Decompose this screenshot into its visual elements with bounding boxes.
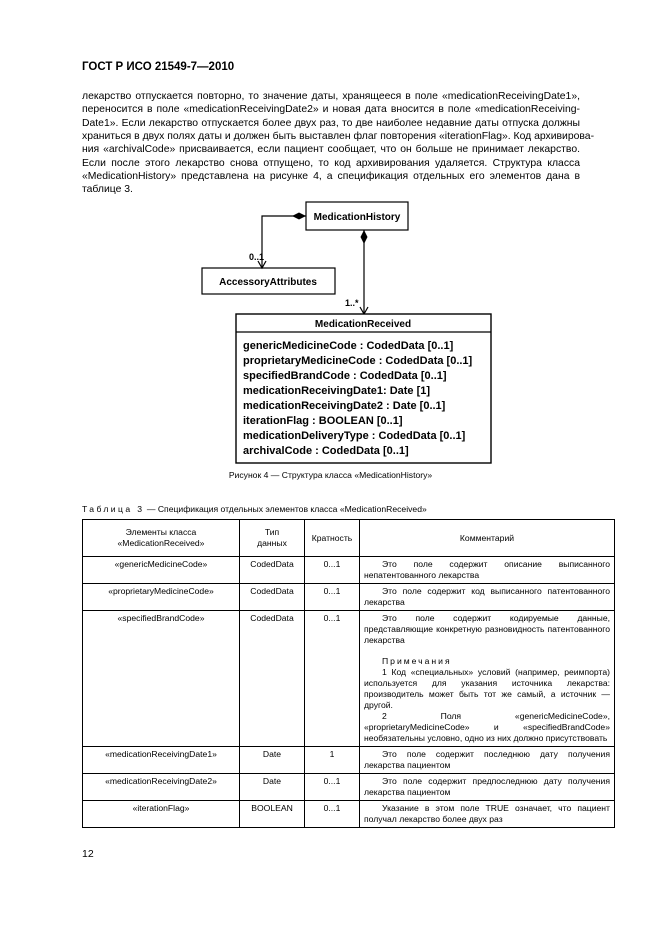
accessory-aggregation-diamond [292, 213, 306, 220]
table-row [83, 774, 615, 801]
paragraph-line: Date1». Если лекарство отпускается более двух раз, то две наиболее недавние даты отпуска должны [82, 117, 580, 129]
medication-history-class [306, 202, 408, 230]
page-number: 12 [82, 848, 94, 860]
cell-element: «specifiedBrandCode» [83, 611, 240, 747]
header-comment: Комментарий [360, 520, 615, 557]
cell-multiplicity: 0...1 [305, 774, 360, 801]
cell-multiplicity: 0...1 [305, 801, 360, 828]
table-row [83, 747, 615, 774]
cell-multiplicity: 1 [305, 747, 360, 774]
paragraph-line: переносится в поле «medicationReceivingDate2» и новая дата вносится в поле «medicationReceiving- [82, 104, 580, 116]
cell-element: «medicationReceivingDate1» [83, 747, 240, 774]
cell-comment: Это поле содержит описание выписанного непатентованного лекарства [360, 557, 615, 584]
accessory-association-line [262, 216, 306, 268]
cell-multiplicity: 0...1 [305, 584, 360, 611]
class-attribute: archivalCode : CodedData [0..1] [243, 445, 409, 457]
table-row [83, 801, 615, 828]
note-title: Примечания [382, 656, 452, 666]
medication-received-class [236, 314, 491, 463]
paragraph-line: храниться в двух полях даты и должен быть выставлен флаг повторения «iterationFlag». Код архивирова- [82, 131, 595, 143]
cell-type: BOOLEAN [240, 801, 305, 828]
note-1: 1 Код «специальных» условий (например, реимпорта) используется для указания источника лекарства: производитель может быть тот же самый, а источник — другой. [364, 667, 610, 710]
cell-type: Date [240, 747, 305, 774]
class-attribute: iterationFlag : BOOLEAN [0..1] [243, 415, 403, 427]
cell-comment: Это поле содержит последнюю дату получения лекарства пациентом [360, 747, 615, 774]
cell-comment: Указание в этом поле TRUE означает, что пациент получал лекарство более двух раз [360, 801, 615, 828]
medication-received-label: MedicationReceived [314, 319, 412, 330]
cell-element: «medicationReceivingDate2» [83, 774, 240, 801]
class-attribute: genericMedicineCode : CodedData [0..1] [243, 340, 454, 352]
class-attribute: proprietaryMedicineCode : CodedData [0..1] [243, 355, 473, 367]
accessory-attributes-class [202, 268, 335, 294]
medication-history-label: MedicationHistory [313, 212, 401, 223]
cell-element: «proprietaryMedicineCode» [83, 584, 240, 611]
cell-multiplicity: 0...1 [305, 557, 360, 584]
paragraph-line: «MedicationHistory» представлена на рисунке 4, а спецификация отдельных его элементов дана в [82, 171, 580, 183]
class-attribute: medicationDeliveryType : CodedData [0..1] [243, 430, 466, 442]
figure-caption: Рисунок 4 — Структура класса «MedicationHistory» [228, 470, 433, 480]
paragraph-line: Если после этого лекарство снова отпущено, то код архивирования удаляется. Структура класса [82, 157, 580, 169]
note-2: 2 Поля «genericMedicineCode», «proprietaryMedicineCode» и «specifiedBrandCode» необязательны условно, одно из них должно присутствовать [364, 711, 610, 743]
table-row [83, 611, 615, 747]
table-caption-label: Таблица 3 [82, 504, 145, 514]
cell-comment: Это поле содержит предпоследнюю дату получения лекарства пациентом [360, 774, 615, 801]
accessory-attributes-label: AccessoryAttributes [219, 277, 317, 288]
class-attribute: medicationReceivingDate2 : Date [0..1] [243, 400, 446, 412]
header-elements: Элементы класса «MedicationReceived» [83, 520, 240, 557]
paragraph-line: ния «archivalCode» присваивается, если пациент сообщает, что он больше не принимает лекарство. [82, 144, 580, 156]
table-caption [82, 504, 427, 514]
accessory-multiplicity: 0..1 [249, 252, 265, 262]
received-aggregation-diamond [361, 230, 368, 244]
class-attribute: specifiedBrandCode : CodedData [0..1] [243, 370, 447, 382]
table-caption-text: — Спецификация отдельных элементов класса «MedicationReceived» [144, 504, 427, 514]
cell-type: Date [240, 774, 305, 801]
class-attribute: medicationReceivingDate1: Date [1] [243, 385, 431, 397]
paragraph-line: таблице 3. [82, 184, 133, 196]
header-type: Тип данных [240, 520, 305, 557]
paragraph-line: лекарство отпускается повторно, то значение даты, хранящееся в поле «medicationReceivingDate1», [82, 91, 580, 102]
cell-multiplicity: 0...1 [305, 611, 360, 747]
table-row [83, 584, 615, 611]
cell-comment: Это поле содержит кодируемые данные, представляющие конкретную разновидность патентованного лекарства Примечания 1 Код «специальных» условий (например, реимпорта) используется для указания источника лекарства: производитель может быть тот же самый, а источник — другой. 2 Поля «genericMedicineCode», «proprietaryMedicineCode» и «specifiedBrandCode» необязательны условно, одно из них должно присутствовать [360, 611, 615, 747]
cell-element: «genericMedicineCode» [83, 557, 240, 584]
table-row [83, 557, 615, 584]
header-multiplicity: Кратность [305, 520, 360, 557]
cell-element: «iterationFlag» [83, 801, 240, 828]
running-header: ГОСТ Р ИСО 21549-7—2010 [82, 61, 235, 73]
cell-type: CodedData [240, 584, 305, 611]
cell-type: CodedData [240, 557, 305, 584]
received-multiplicity: 1..* [345, 298, 359, 308]
cell-comment: Это поле содержит код выписанного патентованного лекарства [360, 584, 615, 611]
specification-table [82, 519, 615, 828]
table-header-row [83, 520, 615, 557]
cell-type: CodedData [240, 611, 305, 747]
